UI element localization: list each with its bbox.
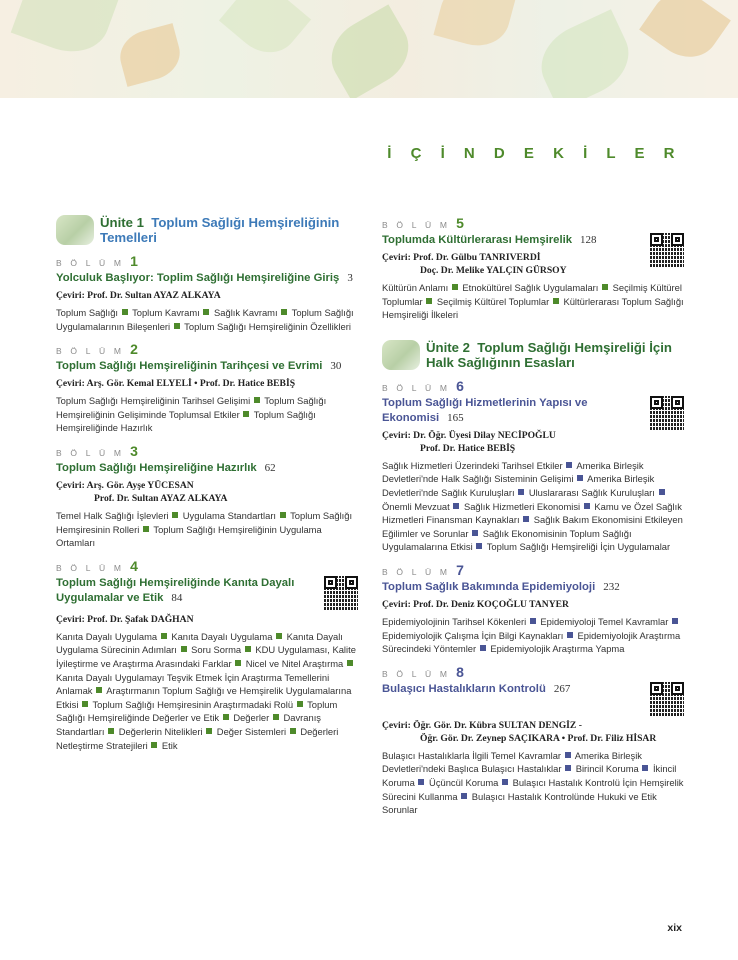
chapter-number: 3 [130,442,138,459]
chapter-number: 7 [456,561,464,578]
chapter-title[interactable]: Toplum Sağlığı Hizmetlerinin Yapısı ve Ekonomisi 165 [382,396,588,424]
chapter-2: B Ö L Ü M 2 Toplum Sağlığı Hemşireliğinin Tarihçesi ve Evrimi 30 Çeviri: Arş. Gör. Kemal ELYELİ • Prof. Dr. Hatice BEBİŞ Toplum Sağlığı Hemşireliğinin Tarihsel Gelişimi Toplum Sağlığı Hemşireliğinin Gelişiminde Toplumsal Etkiler Toplum Sağlığı Hemşireliğinde Hazırlık [56,341,358,435]
chapter-title[interactable]: Toplum Sağlığı Hemşireliğinde Kanıta Dayalı Uygulamalar ve Etik 84 [56,576,295,604]
unit-2-title: Ünite 2 Toplum Sağlığı Hemşireliği İçin Halk Sağlığının Esasları [426,339,672,370]
chapter-translators: Çeviri: Prof. Dr. Deniz KOÇOĞLU TANYER [382,598,569,610]
chapter-page: 267 [553,682,571,695]
chapter-4: B Ö L Ü M 4 Toplum Sağlığı Hemşireliğinde Kanıta Dayalı Uygulamalar ve Etik 84 Çeviri: Prof. Dr. Şafak DAĞHAN Kanıta Dayalı Uygulama Kanıta Dayalı Uygulama Kanıta Dayalı Uygulama Sürecinin Adımları Soru Sorma KDU Uygulaması, Kalite İyileştirme ve Araştırma Arasındaki Farklar Nicel ve Nitel Araştırma Kanıta Dayalı Uygulamayı Teşvik Etmek İçin Araştırma Temellerini Anlamak Araştırmanın Toplum Sağlığı ve Hemşirelik Uygulamalarına Etkisi Toplum Sağlığı Hemşiresinin Araştırmadaki Rolü Toplum Sağlığı Hemşireliğinde Değerler ve Etik Değerler Davranış Standartları Değerlerin Nitelikleri Değer Sistemleri Değerleri Netleştirme Stratejileri Etik [56,558,358,752]
unit-1-title: Ünite 1 Toplum Sağlığı Hemşireliğinin Temelleri [100,215,340,245]
chapter-topics: Kültürün Anlamı Etnokültürel Sağlık Uygulamaları Seçilmiş Kültürel Toplumlar Seçilmiş Kültürel Toplumlar Kültürlerarası Toplum Sağlığı Hemşireliği İlkeleri [382,282,684,321]
chapter-title[interactable]: Toplumda Kültürlerarası Hemşirelik 128 [382,234,597,246]
chapter-6: B Ö L Ü M 6 Toplum Sağlığı Hizmetlerinin Yapısı ve Ekonomisi 165 Çeviri: Dr. Öğr. Üyesi Dilay NECİPOĞLU Prof. Dr. Hatice BEBİŞ Sağlık Hizmetleri Üzerindeki Tarihsel Etkiler Amerika Birleşik Devletleri'nde Halk Sağlığı Sisteminin Gelişimi Amerika Birleşik Devletleri'nde Sağlık Kuruluşları Uluslararası Sağlık Kuruluşları Önemli Mevzuat Sağlık Hizmetleri Ekonomisi Kamu ve Özel Sağlık Hizmetleri Finansman Kaynakları Sağlık Bakım Ekonomisini Etkileyen Eğilimler ve Sorunlar Sağlık Ekonomisinin Toplum Sağlığı Uygulamalarına Etkisi Toplum Sağlığı Hemşireliği İçin Uygulamalar [382,377,683,553]
chapter-title[interactable]: Toplum Sağlığı Hemşireliğine Hazırlık 62 [56,461,276,474]
chapter-title[interactable]: Toplum Sağlık Bakımında Epidemiyoloji 232 [382,580,620,593]
chapter-8: B Ö L Ü M 8 Bulaşıcı Hastalıkların Kontrolü 267 Çeviri: Öğr. Gör. Dr. Kübra SULTAN DENGİZ - Öğr. Gör. Dr. Zeynep SAÇIKARA • Prof. Dr. Filiz HİSAR Bulaşıcı Hastalıklarla İlgili Temel Kavramlar Amerika Birleşik Devletleri'ndeki Başlıca Bulaşıcı Hastalıklar Birincil Koruma İkincil Koruma Üçüncül Koruma Bulaşıcı Hastalık Kontrolü İçin Hemşirelik Sürecini Kullanma Bulaşıcı Hastalık Kontrolünde Hukuki ve Etik Sorunlar [382,663,684,816]
chapter-page: 30 [330,360,342,373]
chapter-7: B Ö L Ü M 7 Toplum Sağlık Bakımında Epidemiyoloji 232 Çeviri: Prof. Dr. Deniz KOÇOĞLU TANYER Epidemiyolojinin Tarihsel Kökenleri Epidemiyoloji Temel Kavramlar Epidemiyolojik Çalışma İçin Bilgi Kaynakları Epidemiyolojik Araştırma Sürecindeki Yöntemler Epidemiyolojik Araştırma Yapma [382,562,684,656]
chapter-topics: Toplum Sağlığı Hemşireliğinin Tarihsel Gelişimi Toplum Sağlığı Hemşireliğinin Gelişiminde Toplumsal Etkiler Toplum Sağlığı Hemşireliğinde Hazırlık [56,395,327,434]
qr-code-icon[interactable] [324,576,358,610]
chapter-title[interactable]: Bulaşıcı Hastalıkların Kontrolü 267 [382,682,571,695]
chapter-topics: Toplum Sağlığı Toplum Kavramı Sağlık Kavramı Toplum Sağlığı Uygulamalarının Bileşenleri Toplum Sağlığı Hemşireliğinin Özellikleri [56,307,354,332]
chapter-page: 3 [347,272,353,284]
qr-code-icon[interactable] [650,396,684,430]
qr-code-icon[interactable] [650,682,684,716]
chapter-page: 165 [447,411,464,424]
chapter-translators: Çeviri: Dr. Öğr. Üyesi Dilay NECİPOĞLU Prof. Dr. Hatice BEBİŞ [382,429,556,454]
chapter-page: 84 [171,591,183,604]
chapter-translators: Çeviri: Prof. Dr. Gülbu TANRIVERDİ Doç. Dr. Melike YALÇIN GÜRSOY [382,252,567,276]
chapter-translators: Çeviri: Öğr. Gör. Dr. Kübra SULTAN DENGİZ - Öğr. Gör. Dr. Zeynep SAÇIKARA • Prof. Dr. Filiz HİSAR [382,719,657,744]
chapter-translators: Çeviri: Arş. Gör. Kemal ELYELİ • Prof. Dr. Hatice BEBİŞ [56,378,296,390]
chapter-translators: Çeviri: Prof. Dr. Şafak DAĞHAN [56,613,194,625]
left-column [56,215,358,758]
chapter-3: B Ö L Ü M 3 Toplum Sağlığı Hemşireliğine Hazırlık 62 Çeviri: Arş. Gör. Ayşe YÜCESAN Prof. Dr. Sultan AYAZ ALKAYA Temel Halk Sağlığı İşlevleri Uygulama Standartları Toplum Sağlığı Hemşiresinin Rolleri Toplum Sağlığı Hemşireliğinin Uygulama Ortamları [56,443,358,550]
chapter-topics: Kanıta Dayalı Uygulama Kanıta Dayalı Uygulama Kanıta Dayalı Uygulama Sürecinin Adımları Soru Sorma KDU Uygulaması, Kalite İyileştirme ve Araştırma Arasındaki Farklar Nicel ve Nitel Araştırma Kanıta Dayalı Uygulamayı Teşvik Etmek İçin Araştırma Temellerini Anlamak Araştırmanın Toplum Sağlığı ve Hemşirelik Uygulamalarına Etkisi Toplum Sağlığı Hemşiresinin Araştırmadaki Rolü Toplum Sağlığı Hemşireliğinde Değerler ve Etik Değerler Davranış Standartları Değerlerin Nitelikleri Değer Sistemleri Değerleri Netleştirme Stratejileri Etik [56,630,356,751]
chapter-page: 62 [264,461,276,474]
toc-title: İ Ç İ N D E K İ L E R [387,145,682,162]
chapter-number: 8 [456,663,464,680]
unit-leaf-icon [382,340,420,370]
chapter-number: 5 [456,215,464,231]
chapter-number: 4 [130,557,138,574]
chapter-page: 232 [603,580,620,593]
chapter-1: B Ö L Ü M 1 Yolculuk Başlıyor: Toplim Sağlığı Hemşireliğine Giriş 3 Çeviri: Prof. Dr. Sultan AYAZ ALKAYA Toplum Sağlığı Toplum Kavramı Sağlık Kavramı Toplum Sağlığı Uygulamalarının Bileşenleri Toplum Sağlığı Hemşireliğinin Özellikleri [56,253,358,333]
chapter-translators: Çeviri: Arş. Gör. Ayşe YÜCESAN Prof. Dr. Sultan AYAZ ALKAYA [56,479,228,504]
chapter-number: 2 [130,341,138,358]
chapter-title[interactable]: Toplum Sağlığı Hemşireliğinin Tarihçesi ve Evrimi 30 [56,360,342,373]
chapter-topics: Epidemiyolojinin Tarihsel Kökenleri Epidemiyoloji Temel Kavramlar Epidemiyolojik Çalışma İçin Bilgi Kaynakları Epidemiyolojik Araştırma Sürecindeki Yöntemler Epidemiyolojik Araştırma Yapma [382,615,681,655]
chapter-number: 6 [456,377,464,394]
chapter-title[interactable]: Yolculuk Başlıyor: Toplim Sağlığı Hemşireliğine Giriş 3 [56,272,353,284]
page-number: xix [667,922,682,934]
right-column [382,215,684,823]
chapter-topics: Temel Halk Sağlığı İşlevleri Uygulama Standartları Toplum Sağlığı Hemşiresinin Rolleri Toplum Sağlığı Hemşireliğinin Uygulama Ortamları [56,509,353,549]
chapter-number: 1 [130,253,138,269]
chapter-topics: Sağlık Hizmetleri Üzerindeki Tarihsel Etkiler Amerika Birleşik Devletleri'nde Halk Sağlığı Sisteminin Gelişimi Amerika Birleşik Devletleri'nde Sağlık Kuruluşları Uluslararası Sağlık Kuruluşları Önemli Mevzuat Sağlık Hizmetleri Ekonomisi Kamu ve Özel Sağlık Hizmetleri Finansman Kaynakları Sağlık Bakım Ekonomisini Etkileyen Eğilimler ve Sorunlar Sağlık Ekonomisinin Toplum Sağlığı Uygulamalarına Etkisi Toplum Sağlığı Hemşireliği İçin Uygulamalar [382,459,683,553]
unit-1-header [56,215,358,245]
chapter-translators: Çeviri: Prof. Dr. Sultan AYAZ ALKAYA [56,290,221,301]
header-banner [0,0,738,98]
qr-code-icon[interactable] [650,233,684,267]
chapter-page: 128 [580,234,597,246]
chapter-5: B Ö L Ü M 5 Toplumda Kültürlerarası Hemşirelik 128 Çeviri: Prof. Dr. Gülbu TANRIVERDİ Doç. Dr. Melike YALÇIN GÜRSOY Kültürün Anlamı Etnokültürel Sağlık Uygulamaları Seçilmiş Kültürel Toplumlar Seçilmiş Kültürel Toplumlar Kültürlerarası Toplum Sağlığı Hemşireliği İlkeleri [382,215,684,321]
chapter-topics: Bulaşıcı Hastalıklarla İlgili Temel Kavramlar Amerika Birleşik Devletleri'ndeki Başlıca Bulaşıcı Hastalıklar Birincil Koruma İkincil Koruma Üçüncül Koruma Bulaşıcı Hastalık Kontrolü İçin Hemşirelik Sürecini Kullanma Bulaşıcı Hastalık Kontrolünde Hukuki ve Etik Sorunlar [382,749,684,816]
unit-2-header [382,340,684,370]
unit-leaf-icon [56,215,94,245]
